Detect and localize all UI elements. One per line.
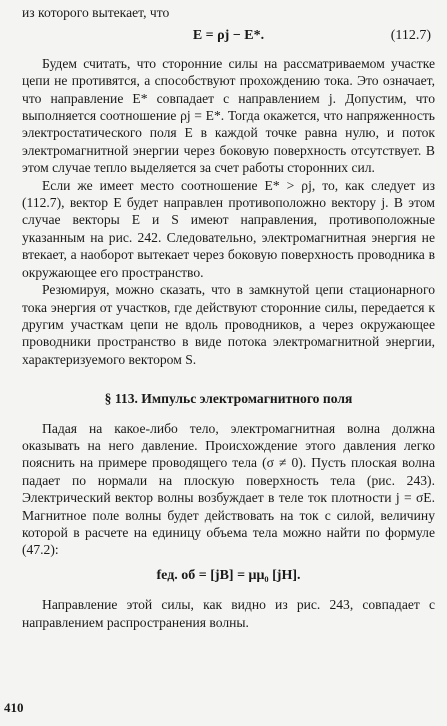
paragraph-5: Направление этой силы, как видно из рис. 243, совпадает с направлением распространения волны. <box>22 597 435 630</box>
paragraph-2: Если же имеет место соотношение E* > ρj, то, как следует из (112.7), вектор E будет направлен противоположно вектору j. В этом случае векторы E и S имеют направления, противоположные указанным на рис. 242. Следовательно, электромагнитная энергия не втекает, а наоборот вытекает через боковую поверхность проводника в окружающее его пространство. <box>22 177 435 280</box>
paragraph-3: Резюмируя, можно сказать, что в замкнутой цепи стационарного тока энергия от участков, где действуют сторонние силы, передается к другим участкам цепи не вдоль проводников, а через окружающее проводники пространство в виде потока электромагнитной энергии, характеризуемого вектором S. <box>22 282 435 367</box>
equation-formula: E = ρj − E*. <box>192 28 265 44</box>
equation-number: (112.7) <box>390 28 431 44</box>
paragraph-4: Падая на какое-либо тело, электромагнитная волна должна оказывать на него давление. Происхождение этого давления легко пояснить на примере проводящего тела (σ ≠ 0). Пусть плоская волна падает по нормали на плоскую поверхность тела (рис. 243). Электрический вектор волны возбуждает в теле ток плотности j = σE. Магнитное поле волны будет действовать на ток с силой, величину которой в расчете на единицу объема тела можно найти по формуле (47.2): <box>22 420 435 558</box>
section-heading: § 113. Импульс электромагнитного поля <box>104 391 353 407</box>
equation-force-density <box>22 567 435 584</box>
text-line-top: из которого вытекает, что <box>22 5 170 20</box>
paragraph-1: Будем считать, что сторонние силы на рассматриваемом участке цепи не противятся, а способствуют прохождению тока. Это означает, что направление E* совпадает с направлением j. Допустим, что выполняется соотношение ρj = E*. Тогда окажется, что напряженность электростатического поля E в каждой точке равна нулю, и поток электромагнитной энергии через боковую поверхность отсутствует. В этом случае тепло выделяется за счет работы сторонних сил. <box>22 55 435 176</box>
equation-112-7 <box>22 27 435 44</box>
equation-formula-2: fед. об = [jB] = μμ₀ [jH]. <box>156 567 301 583</box>
page-number: 410 <box>4 699 24 715</box>
